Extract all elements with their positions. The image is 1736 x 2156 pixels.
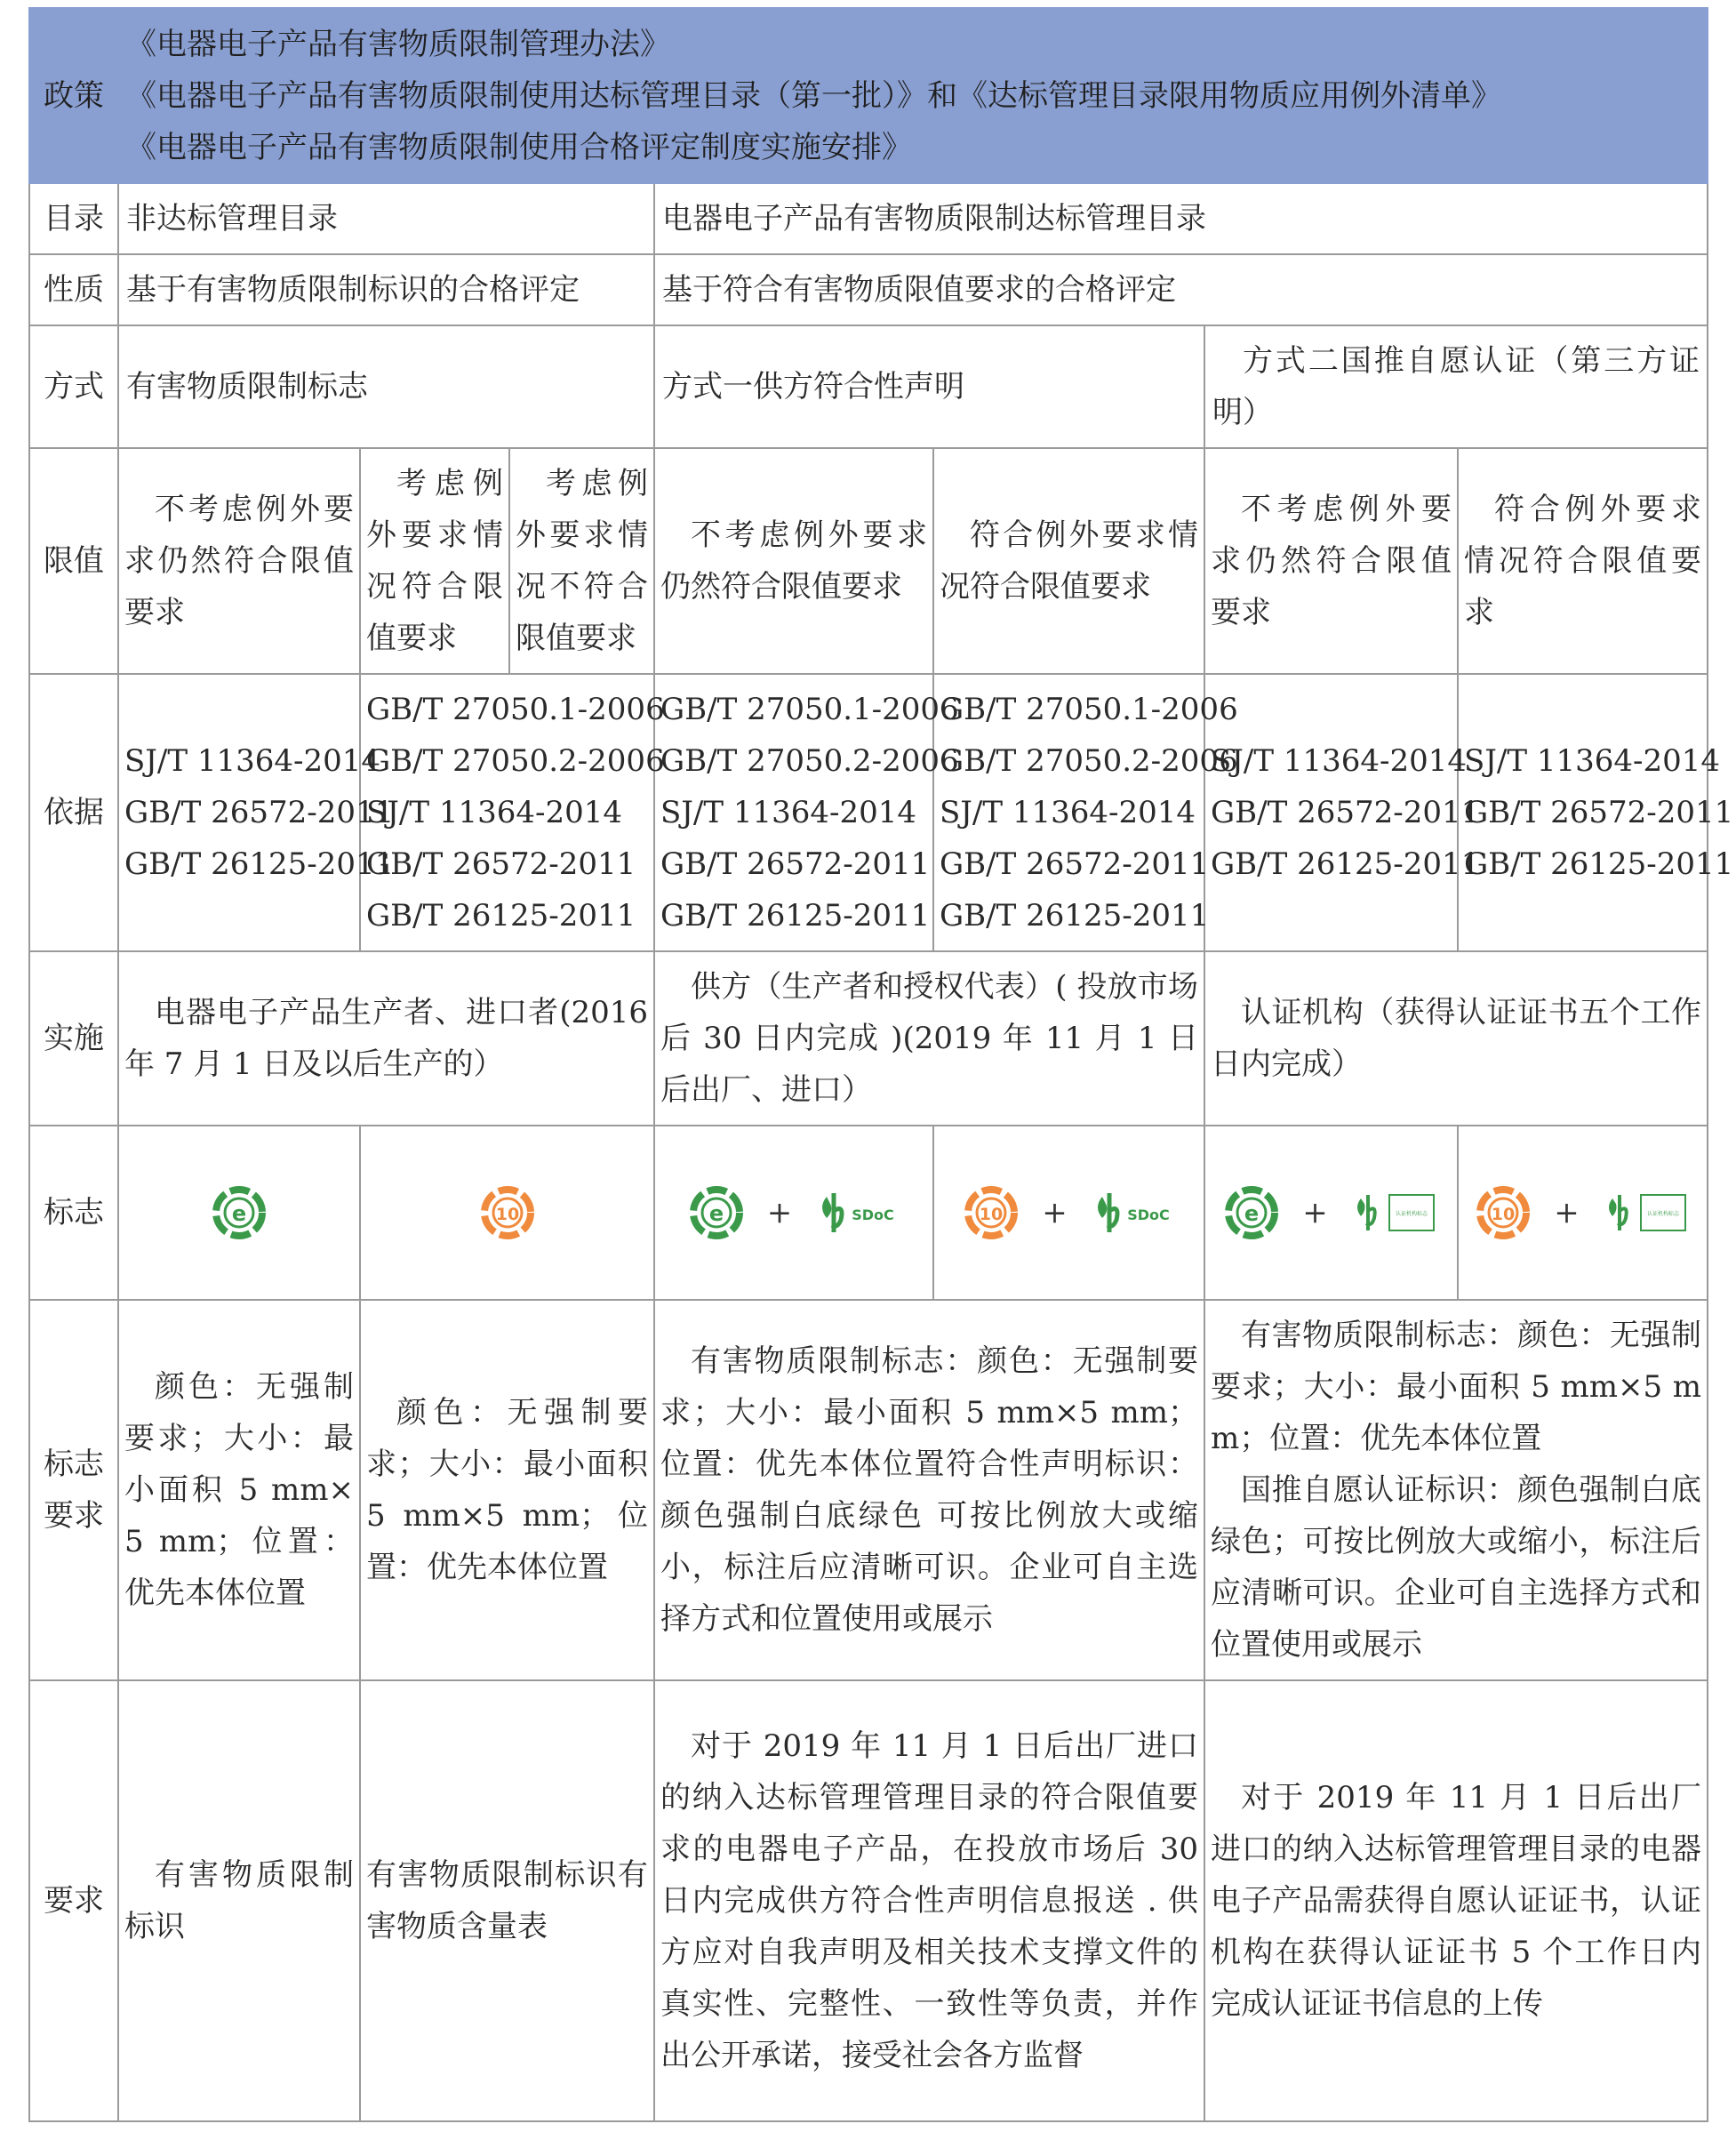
basis-row bbox=[29, 674, 1708, 951]
svg-text:10: 10 bbox=[980, 1205, 1004, 1224]
standard-code: GB/T 26572-2011 bbox=[660, 846, 931, 882]
catalog-compliance: 电器电子产品有害物质限制达标管理目录 bbox=[654, 183, 1708, 254]
policy-list bbox=[118, 8, 1708, 183]
limit-cell: 不考虑例外要求仍然符合限值要求 bbox=[1204, 448, 1458, 674]
mode-sdoc: 方式一供方符合性声明 bbox=[654, 325, 1204, 448]
mode-marking: 有害物质限制标志 bbox=[118, 325, 654, 448]
standard-code: SJ/T 11364-2014 bbox=[940, 795, 1196, 830]
policy-row bbox=[29, 8, 1708, 183]
regulation-table-page bbox=[28, 7, 1734, 2123]
implement-cert-body: 认证机构（获得认证证书五个工作日内完成） bbox=[1204, 951, 1708, 1126]
svg-text:认证机构标志: 认证机构标志 bbox=[1646, 1211, 1679, 1217]
requirements-row bbox=[29, 1680, 1708, 2121]
implement-producer: 电器电子产品生产者、进口者(2016 年 7 月 1 日及以后生产的） bbox=[118, 951, 654, 1126]
sdoc-mark-icon bbox=[1090, 1184, 1175, 1241]
policy-line-3: 《电器电子产品有害物质限制使用合格评定制度实施安排》 bbox=[126, 129, 912, 165]
ten-year-mark-icon bbox=[963, 1184, 1020, 1241]
e-mark-icon bbox=[211, 1184, 268, 1241]
standard-code: SJ/T 11364-2014 bbox=[1464, 743, 1721, 779]
standard-code: GB/T 26572-2011 bbox=[124, 795, 395, 830]
marks-cell bbox=[933, 1126, 1204, 1300]
policy-line-2: 《电器电子产品有害物质限制使用达标管理目录（第一批）》和《达标管理目录限用物质应用例外清单》 bbox=[126, 77, 1501, 114]
svg-text:SDoC: SDoC bbox=[1126, 1206, 1170, 1223]
e-mark-icon bbox=[1223, 1184, 1280, 1241]
svg-text:SDoC: SDoC bbox=[852, 1206, 894, 1223]
limit-row bbox=[29, 448, 1708, 674]
certification-mark-icon bbox=[1602, 1184, 1691, 1241]
plus-sign: + bbox=[1302, 1195, 1328, 1230]
sdoc-mark-icon bbox=[814, 1184, 900, 1241]
standard-code: GB/T 27050.2-2006 bbox=[366, 743, 665, 779]
marks-header: 标志 bbox=[29, 1126, 118, 1300]
mode-certification: 方式二国推自愿认证（第三方证明） bbox=[1204, 325, 1708, 448]
implement-row bbox=[29, 951, 1708, 1126]
standard-code: GB/T 26125-2011 bbox=[1464, 846, 1734, 882]
standard-code: GB/T 27050.2-2006 bbox=[940, 743, 1238, 779]
standard-code: GB/T 27050.1-2006 bbox=[366, 692, 665, 727]
catalog-header: 目录 bbox=[29, 183, 118, 254]
plus-sign: + bbox=[766, 1195, 793, 1230]
mark-requirements-paragraph: 有害物质限制标志：颜色：无强制要求；大小：最小面积 5 mm×5 mm；位置：优先本体位置 bbox=[1211, 1318, 1702, 1456]
limit-cell: 考虑例外要求情况符合限值要求 bbox=[360, 448, 509, 674]
requirements-cell: 对于 2019 年 11 月 1 日后出厂进口的纳入达标管理管理目录的电器电子产品需获得自愿认证证书，认证机构在获得认证证书 5 个工作日内完成认证证书信息的上传 bbox=[1204, 1680, 1708, 2121]
mark-requirements-cell: 颜色：无强制要求；大小：最小面积 5 mm×5 mm；位置：优先本体位置 bbox=[360, 1300, 654, 1680]
basis-header: 依据 bbox=[29, 674, 118, 951]
requirements-cell: 有害物质限制标识有害物质含量表 bbox=[360, 1680, 654, 2121]
policy-line-1: 《电器电子产品有害物质限制管理办法》 bbox=[126, 26, 670, 62]
mode-row bbox=[29, 325, 1708, 448]
plus-sign: + bbox=[1042, 1195, 1068, 1230]
limit-cell: 不考虑例外要求仍然符合限值要求 bbox=[118, 448, 360, 674]
catalog-row bbox=[29, 183, 1708, 254]
limit-header: 限值 bbox=[29, 448, 118, 674]
mark-requirements-cell: 有害物质限制标志：颜色：无强制要求；大小：最小面积 5 mm×5 mm；位置：优先本体位置符合性声明标识：颜色强制白底绿色 可按比例放大或缩小，标注后应清晰可识。企业可自主选择方式和位置使用或展示 bbox=[654, 1300, 1204, 1680]
requirements-cell: 对于 2019 年 11 月 1 日后出厂进口的纳入达标管理管理目录的符合限值要求的电器电子产品，在投放市场后 30 日内完成供方符合性声明信息报送 . 供方应对自我声明及相关技术支撑文件的真实性、完整性、一致性等负责，并作出公开承诺，接受社会各方监督 bbox=[654, 1680, 1204, 2121]
policy-header: 政策 bbox=[29, 8, 118, 183]
svg-text:10: 10 bbox=[1492, 1205, 1516, 1224]
nature-header: 性质 bbox=[29, 254, 118, 325]
standard-code: GB/T 26125-2011 bbox=[366, 898, 636, 934]
limit-cell: 考虑例外要求情况不符合限值要求 bbox=[509, 448, 654, 674]
requirements-cell: 有害物质限制标识 bbox=[118, 1680, 360, 2121]
rohs-conformity-table bbox=[28, 7, 1734, 2122]
svg-text:e: e bbox=[231, 1201, 247, 1226]
ten-year-mark-icon bbox=[479, 1184, 536, 1241]
marks-row bbox=[29, 1126, 1708, 1300]
requirements-header: 要求 bbox=[29, 1680, 118, 2121]
marks-cell bbox=[360, 1126, 654, 1300]
standard-code: SJ/T 11364-2014 bbox=[366, 795, 623, 830]
limit-cell: 不考虑例外要求仍然符合限值要求 bbox=[654, 448, 933, 674]
implement-supplier: 供方（生产者和授权代表）( 投放市场后 30 日内完成 )(2019 年 11 月 1 日后出厂、进口） bbox=[654, 951, 1204, 1126]
marks-cell bbox=[654, 1126, 933, 1300]
implement-header: 实施 bbox=[29, 951, 118, 1126]
mark-requirements-header: 标志要求 bbox=[29, 1300, 118, 1680]
mark-requirements-row bbox=[29, 1300, 1708, 1680]
basis-cell bbox=[1204, 674, 1481, 951]
marks-cell bbox=[1204, 1126, 1458, 1300]
svg-text:认证机构标志: 认证机构标志 bbox=[1395, 1211, 1428, 1217]
nature-left: 基于有害物质限制标识的合格评定 bbox=[118, 254, 654, 325]
limit-cell: 符合例外要求情况符合限值要求 bbox=[1458, 448, 1708, 674]
basis-cell bbox=[1458, 674, 1734, 951]
ten-year-mark-icon bbox=[1475, 1184, 1532, 1241]
standard-code: GB/T 27050.1-2006 bbox=[940, 692, 1238, 727]
mode-header: 方式 bbox=[29, 325, 118, 448]
limit-cell: 符合例外要求情况符合限值要求 bbox=[933, 448, 1204, 674]
basis-cell bbox=[118, 674, 395, 951]
svg-text:e: e bbox=[708, 1201, 724, 1226]
mark-requirements-cell: 颜色：无强制要求；大小：最小面积 5 mm×5 mm；位置：优先本体位置 bbox=[118, 1300, 360, 1680]
svg-text:10: 10 bbox=[495, 1205, 519, 1224]
basis-cell bbox=[360, 674, 665, 951]
marks-cell bbox=[1458, 1126, 1708, 1300]
standard-code: GB/T 26572-2011 bbox=[940, 846, 1210, 882]
certification-mark-icon bbox=[1350, 1184, 1439, 1241]
marks-cell bbox=[118, 1126, 360, 1300]
basis-cell bbox=[654, 674, 959, 951]
basis-cell bbox=[933, 674, 1238, 951]
standard-code: GB/T 26125-2011 bbox=[1211, 846, 1481, 882]
standard-code: GB/T 26125-2011 bbox=[940, 898, 1210, 934]
mark-requirements-paragraph: 国推自愿认证标识：颜色强制白底绿色；可按比例放大或缩小，标注后应清晰可识。企业可自主选择方式和位置使用或展示 bbox=[1211, 1472, 1702, 1663]
standard-code: SJ/T 11364-2014 bbox=[1211, 743, 1468, 779]
standard-code: GB/T 26125-2011 bbox=[124, 846, 395, 882]
nature-right: 基于符合有害物质限值要求的合格评定 bbox=[654, 254, 1708, 325]
standard-code: GB/T 26572-2011 bbox=[1211, 795, 1481, 830]
nature-row bbox=[29, 254, 1708, 325]
standard-code: GB/T 26572-2011 bbox=[1464, 795, 1734, 830]
catalog-non-compliance: 非达标管理目录 bbox=[118, 183, 654, 254]
standard-code: GB/T 26125-2011 bbox=[660, 898, 931, 934]
mark-requirements-cell bbox=[1204, 1300, 1708, 1680]
plus-sign: + bbox=[1554, 1195, 1580, 1230]
svg-text:e: e bbox=[1244, 1201, 1260, 1226]
standard-code: GB/T 27050.2-2006 bbox=[660, 743, 959, 779]
standard-code: SJ/T 11364-2014 bbox=[660, 795, 917, 830]
standard-code: SJ/T 11364-2014 bbox=[124, 743, 381, 779]
standard-code: GB/T 27050.1-2006 bbox=[660, 692, 959, 727]
standard-code: GB/T 26572-2011 bbox=[366, 846, 636, 882]
e-mark-icon bbox=[688, 1184, 745, 1241]
